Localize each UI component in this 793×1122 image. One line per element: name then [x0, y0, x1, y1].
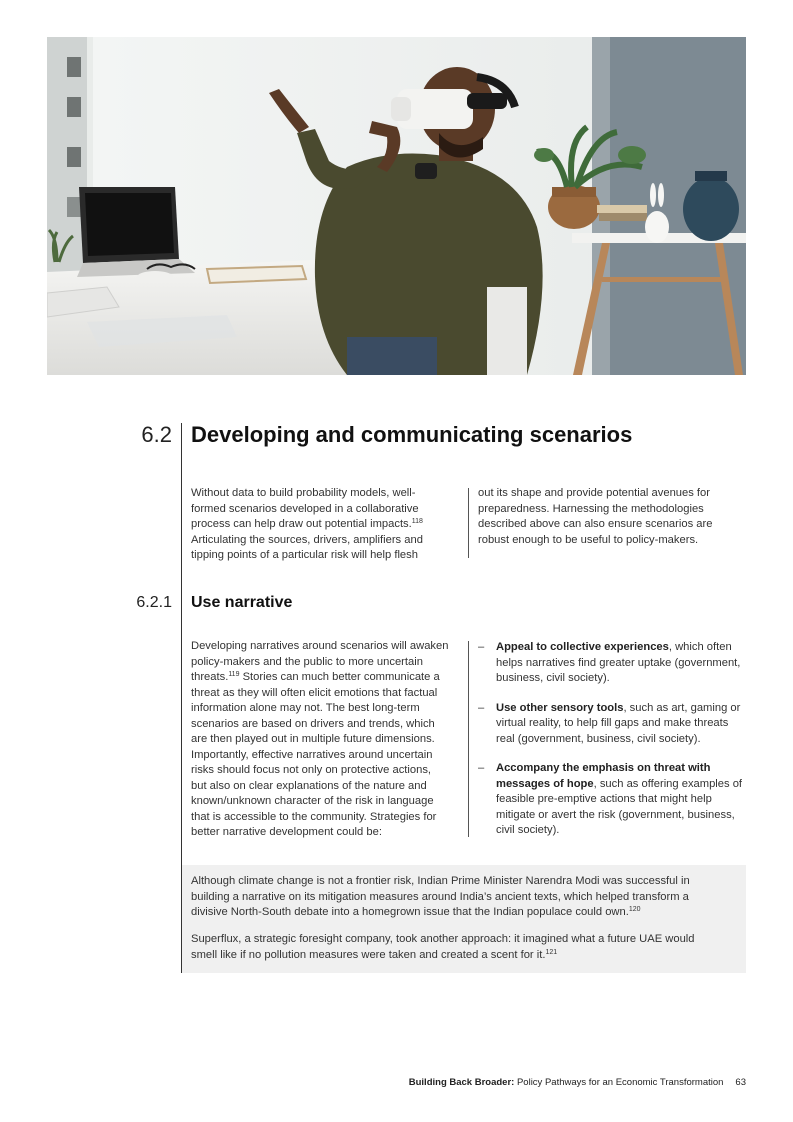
- page-number: 63: [735, 1077, 746, 1088]
- narrative-line: threats.: [191, 671, 229, 683]
- bullet-bold: Use other sensory tools: [496, 701, 624, 714]
- narrative-line: threat as they will often elicit emotions that factual: [191, 686, 438, 699]
- narrative-line: risks should focus not only on protective actions,: [191, 764, 432, 776]
- case-example-box: [182, 865, 746, 973]
- intro-line-9: robust enough to be useful to policy-makers.: [478, 533, 699, 546]
- footnote-ref[interactable]: 118: [411, 518, 423, 525]
- page-footer: [409, 1077, 746, 1088]
- intro-line-2: formed scenarios developed in a collaborative: [191, 502, 419, 515]
- subsection-title: Use narrative: [191, 594, 293, 611]
- intro-line-6: out its shape and provide potential avenues for: [478, 487, 710, 499]
- header-photo: [47, 37, 746, 375]
- narrative-line: scenarios are based on drivers and trends, which: [191, 717, 435, 730]
- intro-line-7: preparedness. Harnessing the methodologies: [478, 502, 704, 515]
- narrative-line: Stories can much better communicate a: [239, 671, 440, 683]
- bullet-dash: –: [478, 641, 485, 653]
- bullet-bold: Accompany the emphasis on threat with messages of hope: [496, 762, 711, 790]
- subsection-number: 6.2.1: [136, 594, 172, 611]
- case-line: building a narrative on its mitigation measures around India’s ancient texts, which helped transform a: [191, 890, 689, 903]
- bullet-bold: Appeal to collective experiences: [496, 641, 669, 653]
- narrative-line: but also on clear explanations of the nature and: [191, 779, 427, 792]
- bullet-dash: –: [478, 762, 485, 774]
- bullet-text: , such as art, gaming or virtual reality, to help fill gaps and make threats real (government, business, civil society).: [496, 701, 741, 745]
- intro-line-4: Articulating the sources, drivers, amplifiers and: [191, 533, 423, 546]
- section-number: 6.2: [141, 422, 172, 447]
- footer-subtitle: Policy Pathways for an Economic Transformation: [514, 1077, 724, 1088]
- case-line: Superflux, a strategic foresight company, took another approach: it imagined what a future UAE would: [191, 933, 695, 945]
- footnote-ref[interactable]: 120: [628, 906, 641, 913]
- intro-line-1: Without data to build probability models, well-: [191, 487, 416, 499]
- narrative-line: policy-makers and the public to more uncertain: [191, 655, 423, 668]
- column-divider: [468, 641, 469, 837]
- narrative-line: better narrative development could be:: [191, 826, 382, 838]
- section-intro-col2: [478, 486, 746, 548]
- strategy-list: [478, 640, 746, 853]
- bullet-text: , such as offering examples of feasible pre-emptive actions that might help mitigate or avert the risk (government, business, civil society).: [496, 777, 743, 836]
- narrative-line: that is accessible to the community. Strategies for: [191, 810, 437, 823]
- column-divider: [468, 488, 469, 558]
- section-intro-col1: [191, 486, 461, 564]
- vr-scene-illustration: [47, 37, 746, 375]
- list-item: [478, 640, 746, 687]
- case-line: divisive North-South debate into a homegrown issue that the Indian populace could own.: [191, 906, 629, 918]
- intro-line-3: process can help draw out potential impacts.: [191, 518, 412, 530]
- list-item: [478, 701, 746, 748]
- case-paragraph-1: [191, 874, 731, 921]
- footer-report-title: Building Back Broader:: [408, 1077, 515, 1088]
- narrative-paragraph: [191, 639, 461, 841]
- bullet-text: , which often helps narratives find greater uptake (government, business, civil society).: [496, 641, 741, 684]
- intro-line-8: described above can also ensure scenarios are: [478, 518, 713, 530]
- narrative-line: information alone may not. The best long-term: [191, 702, 420, 714]
- narrative-line: Importantly, effective narratives around uncertain: [191, 748, 433, 761]
- case-line: Although climate change is not a frontier risk, Indian Prime Minister Narendra Modi was successful in: [191, 875, 690, 887]
- bullet-dash: –: [478, 701, 485, 714]
- narrative-line: are then played out in multiple future dimensions.: [191, 733, 435, 745]
- list-item: [478, 761, 746, 839]
- footnote-ref[interactable]: 119: [228, 671, 240, 678]
- intro-line-5: tipping points of a particular risk will help flesh: [191, 549, 418, 561]
- case-paragraph-2: [191, 932, 731, 963]
- case-line: smell like if no pollution measures were taken and created a scent for it.: [191, 948, 546, 961]
- section-title: Developing and communicating scenarios: [191, 422, 633, 447]
- footnote-ref[interactable]: 121: [545, 948, 558, 956]
- narrative-line: Developing narratives around scenarios will awaken: [191, 640, 449, 652]
- narrative-line: known/unknown character of the risk in language: [191, 795, 434, 807]
